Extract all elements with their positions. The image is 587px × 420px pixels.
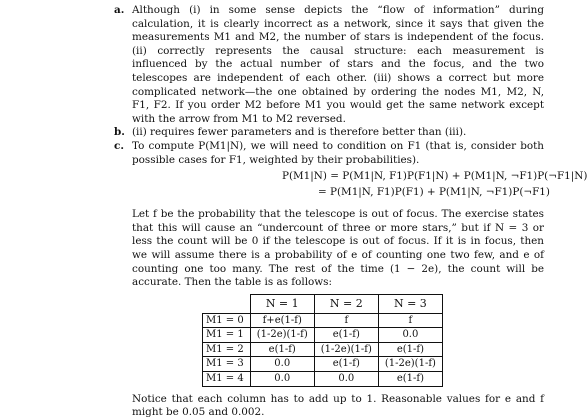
table-cell: e(1-f) [314,328,378,343]
table-row-label: M1 = 0 [203,313,251,328]
table-corner [203,294,251,313]
table-cell: 0.0 [250,357,314,372]
table-cell: (1-2e)(1-f) [250,328,314,343]
table-cell: 0.0 [250,372,314,387]
table-row [203,313,443,328]
table-cell: f [378,313,442,328]
table-header-cell: N = 3 [378,294,442,313]
table-cell: e(1-f) [378,342,442,357]
table-row-label: M1 = 3 [203,357,251,372]
table-row [203,357,443,372]
item-c-closing: Notice that each column has to add up to 1. Reasonable values for e and f might be 0.05 and 0.002. [132,392,544,419]
table-header-cell: N = 1 [250,294,314,313]
item-a-label: a. [114,4,125,16]
item-b-label: b. [114,126,125,139]
equation-block [132,170,587,204]
table-cell: (1-2e)(1-f) [378,357,442,372]
table-cell: f [314,313,378,328]
item-c [8,139,587,420]
item-c-intro: To compute P(M1|N), we will need to condition on F1 (that is, consider both possible cases for F1, weighted by their probabilities). [132,139,544,166]
table-cell: 0.0 [378,328,442,343]
table-row-label: M1 = 2 [203,342,251,357]
item-c-label: c. [114,139,124,152]
table-cell: e(1-f) [250,342,314,357]
equation-line-2: = P(M1|N, F1)P(F1) + P(M1|N, ¬F1)P(¬F1) [318,186,550,199]
table-cell: f+e(1-f) [250,313,314,328]
item-a [8,4,544,126]
table-row [203,342,443,357]
table-cell: e(1-f) [378,372,442,387]
table-header-row [203,294,443,313]
table-cell: (1-2e)(1-f) [314,342,378,357]
table-cell: 0.0 [314,372,378,387]
equation-line-1: P(M1|N) = P(M1|N, F1)P(F1|N) + P(M1|N, ¬F1)P(¬F1|N) [282,170,587,183]
item-a-text: Although (i) in some sense depicts the “flow of information” during calculation, it is clearly incorrect as a network, since it says that given the measurements M1 and M2, the number of stars is independent of the focus. (ii) correctly represents the causal structure: each measurement is influenced by the actual number of stars and the focus, and the two telescopes are independent of each other. (iii) shows a correct but more complicated network—the one obtained by ordering the nodes M1, M2, N, F1, F2. If you order M2 before M1 you would get the same network except with the arrow from M1 to M2 reversed. [132,4,544,125]
table-cell: e(1-f) [314,357,378,372]
table-row [203,372,443,387]
probability-table [202,294,443,387]
table-row [203,328,443,343]
table-header-cell: N = 2 [314,294,378,313]
item-c-body: Let f be the probability that the telescope is out of focus. The exercise states that this will cause an “undercount of three or more stars,” but if N = 3 or less the count will be 0 if the telescope is out of focus. If it is in focus, then we will assume there is a probability of e of counting one two few, and e of counting one too many. The rest of the time (1 − 2e), the count will be accurate. Then the table is as follows: [132,208,544,289]
table-row-label: M1 = 4 [203,372,251,387]
item-b [8,126,544,140]
table-row-label: M1 = 1 [203,328,251,343]
item-b-text: (ii) requires fewer parameters and is therefore better than (iii). [132,126,467,139]
